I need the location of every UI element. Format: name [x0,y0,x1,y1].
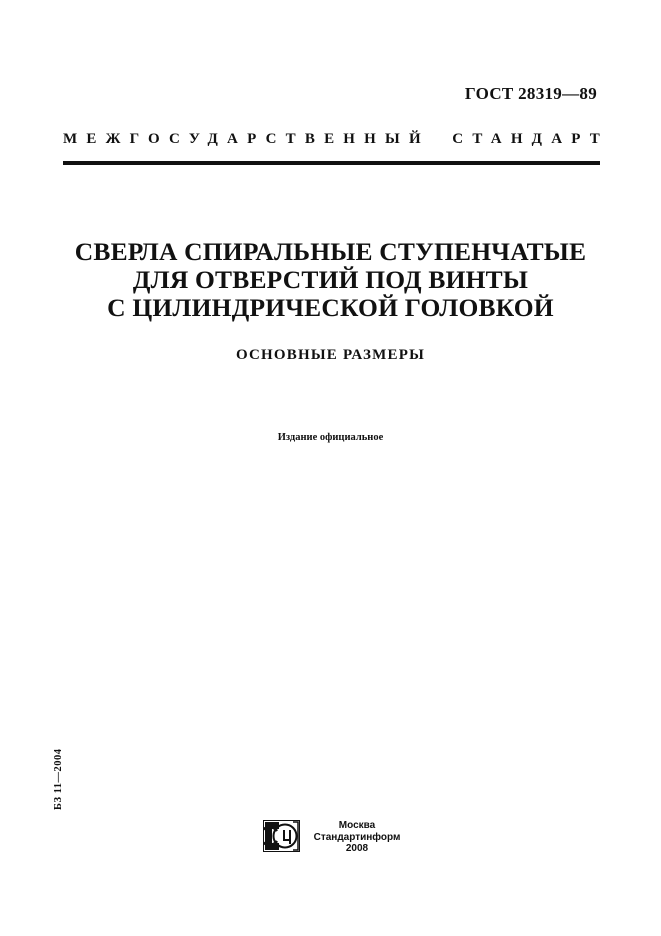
publisher-block [308,820,406,855]
edition-note: Издание официальное [277,432,384,443]
gost-number: ГОСТ 28319—89 [464,84,597,103]
title-line-3: С ЦИЛИНДРИЧЕСКОЙ ГОЛОВКОЙ [107,293,554,322]
title-line-2: ДЛЯ ОТВЕРСТИЙ ПОД ВИНТЫ [132,265,529,294]
publisher-year: 2008 [345,843,369,854]
publisher-name: Стандартинформ [313,831,401,843]
title-line-1: СВЕРЛА СПИРАЛЬНЫЕ СТУПЕНЧАТЫЕ [74,237,587,266]
publisher-city: Москва [338,820,376,831]
standard-type-heading [63,131,609,148]
standard-type-word-standard: СТАНДАРТ [452,131,609,147]
standard-type-word-interstate: МЕЖГОСУДАРСТВЕННЫЙ [63,131,430,147]
header-divider [63,161,600,165]
standartinform-logo-icon [263,820,300,852]
document-title [0,238,661,322]
document-subtitle: ОСНОВНЫЕ РАЗМЕРЫ [235,347,426,363]
side-code: БЗ 11—2004 [53,748,64,810]
